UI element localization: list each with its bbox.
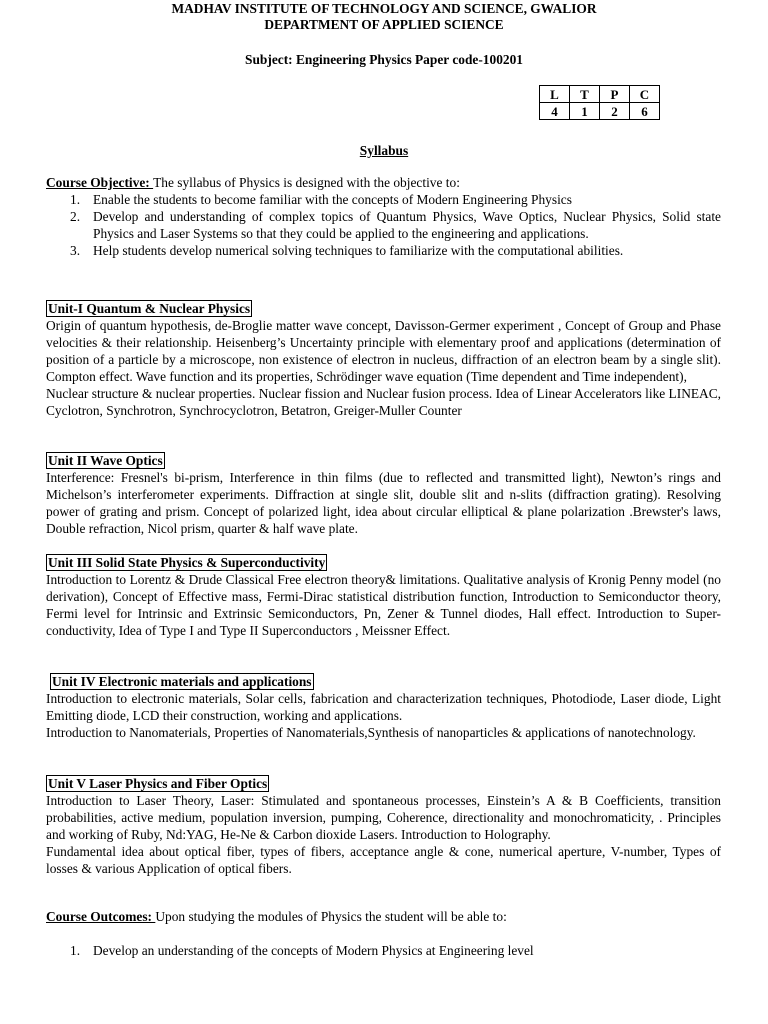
unit-3-paragraph: Introduction to Lorentz & Drude Classical Free electron theory& limitations. Qualitative analysis of Kronig Penny model (no derivation), Concept of Effective mass, Fermi-Dirac statistical distribution function, Introduction to Semiconductor theory, Fermi level for Intrinsic and Extrinsic Semiconductors, Pn, Zener & Tunnel diodes, Hall effect. Introduction to Super-conductivity, Idea of Type I and Type II Superconductors , Meissner Effect. — [46, 572, 721, 638]
unit-5-paragraph: Introduction to Laser Theory, Laser: Stimulated and spontaneous processes, Einstein’s A & B Coefficients, transition probabilities, active medium, population inversion, pumping, Coherence, directionality and monochromaticity, . Principles and working of Ruby, Nd:YAG, He-Ne & Carbon dioxide Lasers. Introduction to Holography. — [46, 793, 721, 842]
objective-item-text: Enable the students to become familiar with the concepts of Modern Engineering Physics — [93, 191, 572, 207]
unit-4-section — [46, 673, 721, 742]
outcome-item — [46, 943, 721, 960]
objective-item — [46, 243, 721, 260]
unit-4-paragraph: Introduction to Nanomaterials, Properties of Nanomaterials,Synthesis of nanoparticles & applications of nanotechnology. — [46, 724, 696, 740]
unit-2-section — [46, 452, 721, 538]
ltpc-header-c: C — [630, 86, 660, 103]
ltpc-value-p: 2 — [600, 103, 630, 120]
outcome-item-text: Develop an understanding of the concepts of Modern Physics at Engineering level — [93, 942, 534, 958]
outcomes-list — [46, 943, 721, 960]
institute-name: MADHAV INSTITUTE OF TECHNOLOGY AND SCIENCE, GWALIOR — [171, 1, 597, 16]
ltpc-value-t: 1 — [570, 103, 600, 120]
objective-item-number: 3. — [70, 242, 81, 258]
ltpc-value-row — [540, 103, 660, 120]
objective-item-text: Help students develop numerical solving techniques to familiarize with the computational abilities. — [93, 242, 624, 258]
unit-4-paragraph: Introduction to electronic materials, Solar cells, fabrication and characterization techniques, Photodiode, Laser diode, Light Emitting diode, LCD their construction, working and applications. — [46, 691, 721, 723]
outcomes-intro-line — [46, 909, 721, 926]
unit-5-section — [46, 775, 721, 878]
course-objective-section — [46, 175, 721, 260]
unit-1-title: Unit-I Quantum & Nuclear Physics — [48, 301, 251, 316]
unit-5-title: Unit V Laser Physics and Fiber Optics — [48, 776, 268, 791]
department-name: DEPARTMENT OF APPLIED SCIENCE — [264, 17, 504, 32]
course-outcomes-section — [46, 909, 721, 960]
objective-item — [46, 209, 721, 243]
unit-1-section — [46, 300, 721, 419]
objective-item-number: 2. — [70, 208, 81, 224]
unit-4-title: Unit IV Electronic materials and applications — [52, 674, 312, 689]
ltpc-value-c: 6 — [630, 103, 660, 120]
objective-list — [46, 192, 721, 260]
ltpc-header-t: T — [570, 86, 600, 103]
objective-intro: The syllabus of Physics is designed with the objective to: — [153, 175, 460, 190]
outcomes-intro: Upon studying the modules of Physics the student will be able to: — [155, 909, 507, 924]
unit-3-title: Unit III Solid State Physics & Superconductivity — [48, 555, 326, 570]
objective-item-number: 1. — [70, 191, 81, 207]
unit-3-section — [46, 554, 721, 640]
unit-2-paragraph: Interference: Fresnel's bi-prism, Interference in thin films (due to reflected and transmitted light), Newton’s rings and Michelson’s interferometer experiments. Diffraction at single slit, double slit and n-slits (diffraction grating). Resolving power of grating and prism. Concept of polarized light, idea about circular elliptical & plane polarization .Brewster's laws, Double refraction, Nicol prism, quarter & half wave plate. — [46, 470, 721, 536]
ltpc-header-l: L — [540, 86, 570, 103]
objective-item-text: Develop and understanding of complex topics of Quantum Physics, Wave Optics, Nuclear Physics, Solid state Physics and Laser Systems so that they could be applied to the engineering and applications. — [93, 208, 721, 241]
unit-1-paragraph: Nuclear structure & nuclear properties. Nuclear fission and Nuclear fusion process. Idea of Linear Accelerators like LINEAC, Cyclotron, Synchrotron, Synchrocyclotron, Betatron, Greiger-Muller Counter — [46, 385, 721, 418]
syllabus-heading: Syllabus — [359, 143, 409, 158]
outcomes-label: Course Outcomes: — [46, 909, 156, 924]
objective-label: Course Objective: — [46, 175, 154, 190]
outcome-item-number: 1. — [70, 942, 81, 958]
ltpc-header-p: P — [600, 86, 630, 103]
objective-item — [46, 192, 721, 209]
unit-2-title: Unit II Wave Optics — [48, 453, 163, 468]
ltpc-table — [539, 85, 660, 120]
unit-5-paragraph: Fundamental idea about optical fiber, types of fibers, acceptance angle & cone, numerical aperture, V-number, Types of losses & various Application of optical fibers. — [46, 843, 721, 876]
unit-1-paragraph: Origin of quantum hypothesis, de-Broglie matter wave concept, Davisson-Germer experiment , Concept of Group and Phase velocities & their relationship. Heisenberg’s Uncertainty principle with elementary proof and applications (determination of position of a particle by a microscope, non existence of electron in nucleus, diffraction of an electron beam by a single slit). Compton effect. Wave function and its properties, Schrödinger wave equation (Time dependent and Time independent), — [46, 318, 721, 384]
objective-intro-line — [46, 175, 721, 192]
ltpc-value-l: 4 — [540, 103, 570, 120]
subject-line: Subject: Engineering Physics Paper code-100201 — [245, 52, 523, 67]
ltpc-header-row — [540, 86, 660, 103]
